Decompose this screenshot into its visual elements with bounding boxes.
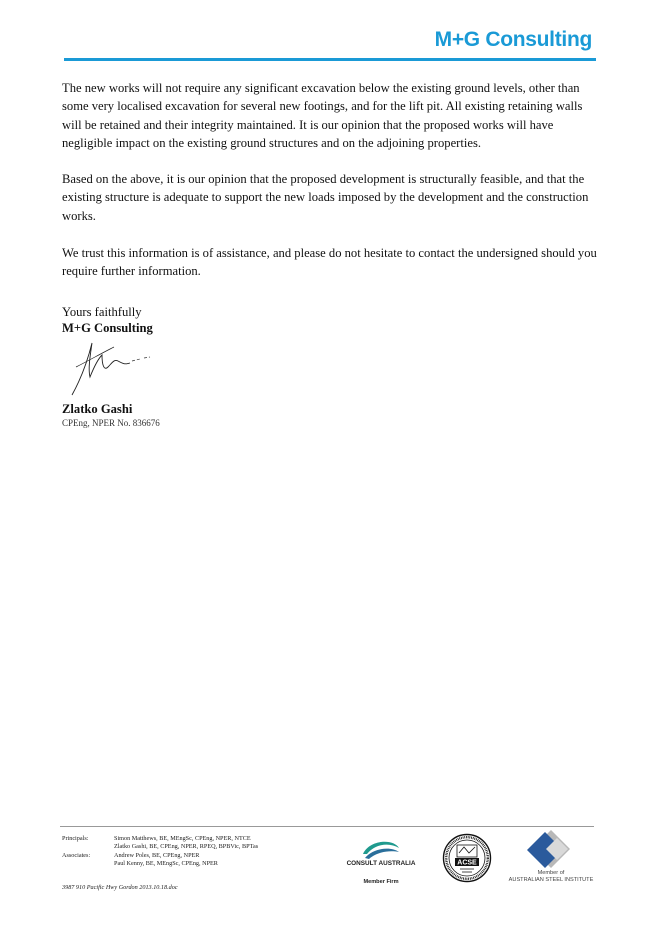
signer-credentials: CPEng, NPER No. 836676	[62, 418, 160, 428]
handwritten-signature	[58, 337, 168, 399]
footer-staff	[62, 835, 258, 869]
acse-seal	[442, 833, 492, 883]
associate-entry: Andrew Poles, BE, CPEng, NPER	[114, 851, 200, 859]
steel-member-of: Member of	[537, 870, 565, 876]
company-logo: M+G Consulting	[434, 28, 592, 51]
principal-entry: Zlatko Gashi, BE, CPEng, NPER, RPEQ, BPBVic, BPTas	[114, 843, 259, 851]
consult-australia-logo	[343, 834, 419, 892]
closing-company: M+G Consulting	[62, 321, 153, 335]
consult-australia-swirl-icon	[343, 834, 419, 860]
closing-block	[62, 304, 153, 336]
principal-entry: Simon Matthews, BE, MEngSc, CPEng, NPER, NTCE	[114, 835, 251, 842]
signer-block	[62, 402, 160, 429]
consult-australia-name: CONSULT AUSTRALIA	[346, 860, 416, 867]
paragraph-feasibility: Based on the above, it is our opinion that the proposed development is structurally feasible, and that the existing structure is adequate to support the new loads imposed by the development and the construction works.	[62, 172, 589, 223]
svg-text:ACSE: ACSE	[457, 859, 477, 867]
steel-institute-name: AUSTRALIAN STEEL INSTITUTE	[508, 876, 594, 883]
document-reference: 3987 910 Pacific Hwy Gordon 2013.10.18.doc	[62, 884, 178, 891]
steel-diamond-icon	[508, 830, 594, 870]
associates-row	[62, 852, 258, 869]
principals-label: Principals:	[62, 835, 89, 842]
steel-institute-logo	[508, 830, 594, 888]
associate-entry: Paul Kenny, BE, MEngSc, CPEng, NPER	[114, 860, 218, 868]
principals-row	[62, 835, 258, 852]
paragraph-contact: We trust this information is of assistance, and please do not hesitate to contact the undersigned should you require further information.	[62, 246, 597, 279]
associates-label: Associates:	[62, 851, 91, 859]
salutation: Yours faithfully	[62, 305, 142, 319]
paragraph-excavation: The new works will not require any significant excavation below the existing ground levels, other than some very localised excavation for several new footings, and for the lift pit. All existing retaining walls will be retained and their integrity maintained. It is our opinion that the proposed works will have negligible impact on the existing ground structures and on the adjoining properties.	[62, 81, 583, 150]
footer-divider	[60, 826, 594, 827]
signer-name: Zlatko Gashi	[62, 402, 133, 416]
header-divider	[64, 58, 596, 61]
steel-institute-text	[508, 870, 594, 883]
consult-australia-tag: Member Firm	[363, 879, 399, 885]
